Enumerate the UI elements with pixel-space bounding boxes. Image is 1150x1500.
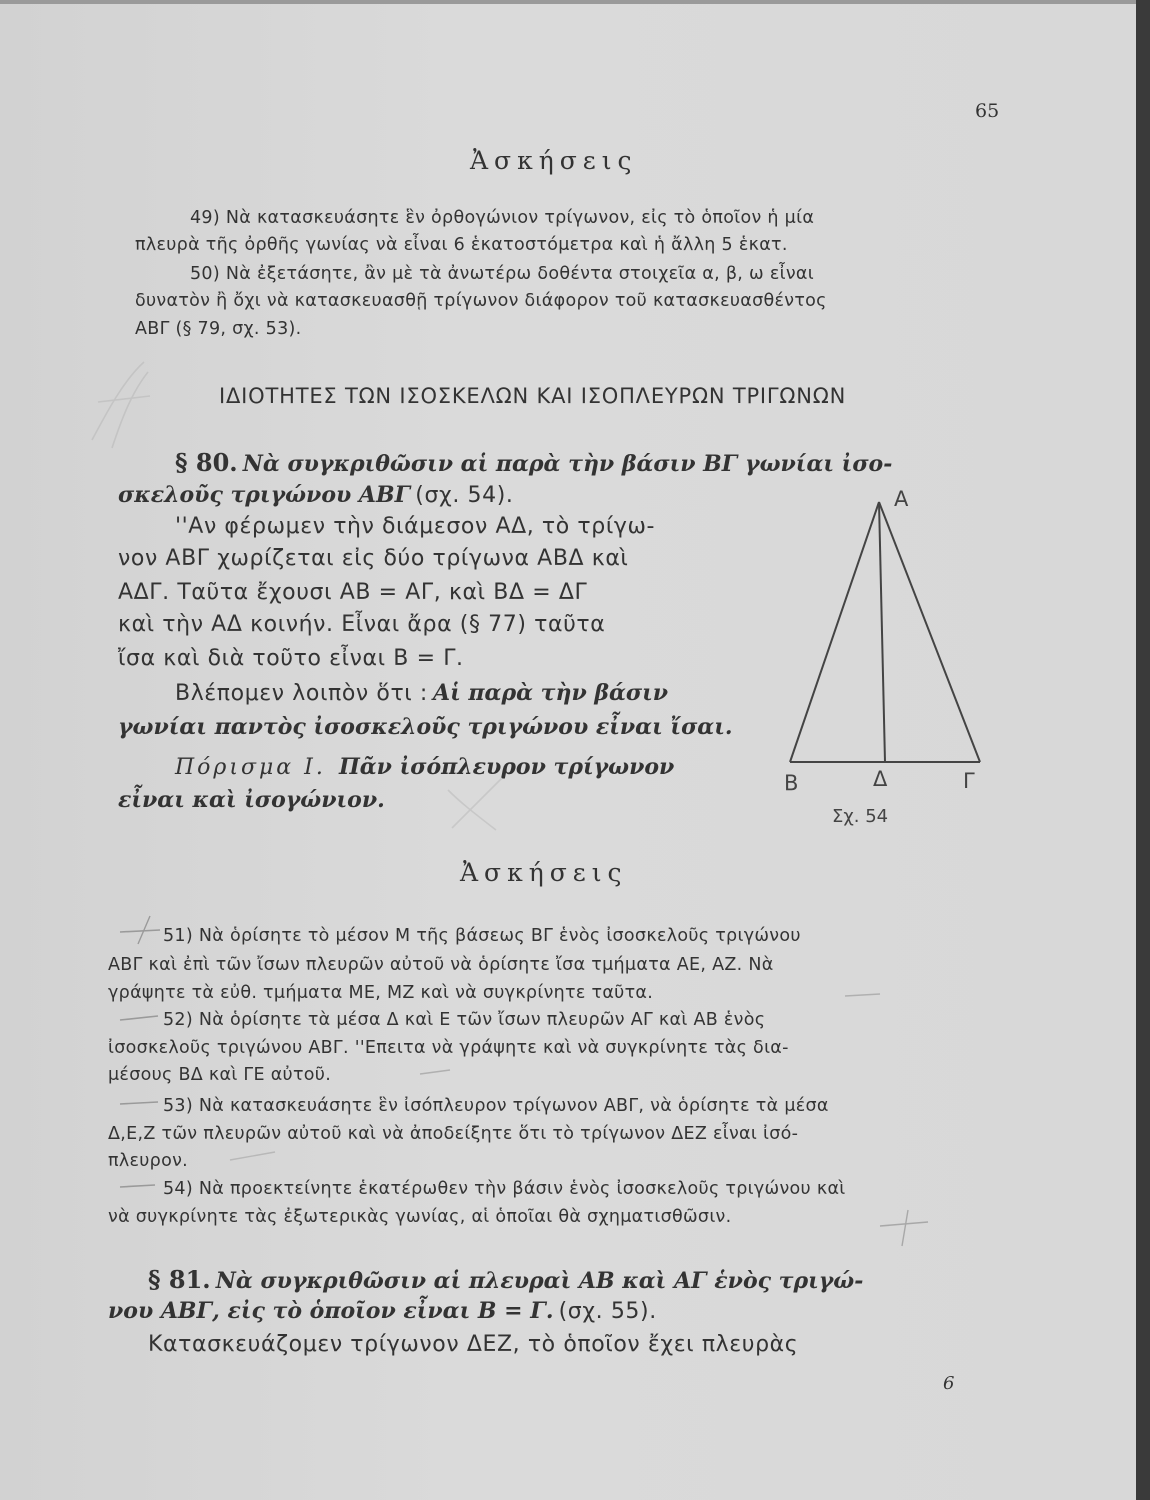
corollary-label: Πόρισμα Ι. <box>175 755 326 780</box>
vertex-B-label: Β <box>784 771 799 795</box>
pencil-dash <box>120 1185 155 1187</box>
exercise-54-line-1: 54) Νὰ προεκτείνητε ἑκατέρωθεν τὴν βάσιν ἑνὸς ἰσοσκελοῦς τριγώνου καὶ <box>163 1179 846 1199</box>
exercise-50-line-3: ΑΒΓ (§ 79, σχ. 53). <box>135 319 302 339</box>
exercise-53-line-1: 53) Νὰ κατασκευάσητε ἓν ἰσόπλευρον τρίγωνον ΑΒΓ, νὰ ὁρίσητε τὰ μέσα <box>163 1096 829 1116</box>
exercises-heading: Ἀσκήσεις <box>470 146 638 175</box>
pencil-dash <box>120 1016 158 1020</box>
pencil-dash <box>420 1070 450 1074</box>
page-number: 65 <box>975 100 1000 122</box>
exercise-53-line-2: Δ,Ε,Ζ τῶν πλευρῶν αὐτοῦ καὶ νὰ ἀποδείξητε ὅτι τὸ τρίγωνον ΔΕΖ εἶναι ἰσό- <box>108 1124 799 1144</box>
pencil-stroke <box>452 778 502 828</box>
vertex-A-label: Α <box>894 487 909 511</box>
exercise-52-line-1: 52) Νὰ ὁρίσητε τὰ μέσα Δ καὶ Ε τῶν ἴσων πλευρῶν ΑΓ καὶ ΑΒ ἑνὸς <box>163 1010 766 1030</box>
section-80-conclusion-line-2: γωνίαι παντὸς ἰσοσκελοῦς τριγώνου εἶναι ἴσαι. <box>118 714 733 740</box>
section-80-body-line-1: ''Αν φέρωμεν τὴν διάμεσον ΑΔ, τὸ τρίγω- <box>175 514 656 539</box>
section-80-body-line-4: καὶ τὴν ΑΔ κοινήν. Εἶναι ἄρα (§ 77) ταῦτα <box>118 612 606 637</box>
section-81-figure-ref: (σχ. 55). <box>558 1299 657 1324</box>
pencil-stroke <box>112 372 148 448</box>
conclusion-text: Αἱ παρὰ τὴν βάσιν <box>433 680 669 706</box>
section-80-figure-ref: (σχ. 54). <box>415 483 514 508</box>
pencil-dash <box>902 1210 908 1246</box>
section-80-body-line-2: νον ΑΒΓ χωρίζεται εἰς δύο τρίγωνα ΑΒΔ καὶ <box>118 546 629 571</box>
exercise-54-line-2: νὰ συγκρίνητε τὰς ἐξωτερικὰς γωνίας, αἱ ὁποῖαι θὰ σχηματισθῶσιν. <box>108 1207 732 1227</box>
figure-caption: Σχ. 54 <box>832 806 889 827</box>
section-80-number: § 80. <box>175 448 238 477</box>
corollary-line-2: εἶναι καὶ ἰσογώνιον. <box>118 787 385 813</box>
exercise-49-line-2: πλευρὰ τῆς ὀρθῆς γωνίας νὰ εἶναι 6 ἑκατοστόμετρα καὶ ἡ ἄλλη 5 ἑκατ. <box>135 235 788 255</box>
section-80-title-text: Νὰ συγκριθῶσιν αἱ παρὰ τὴν βάσιν ΒΓ γωνίαι ἰσο- <box>242 451 893 477</box>
point-D-label: Δ <box>873 767 888 791</box>
conclusion-lead: Βλέπομεν λοιπὸν ὅτι : <box>175 681 428 706</box>
signature-mark: 6 <box>943 1373 955 1394</box>
section-81-title-text: Νὰ συγκριθῶσιν αἱ πλευραὶ ΑΒ καὶ ΑΓ ἑνὸς τριγώ- <box>215 1268 864 1294</box>
exercise-50-line-2: δυνατὸν ἢ ὄχι νὰ κατασκευασθῇ τρίγωνον διάφορον τοῦ κατασκευασθέντος <box>135 291 827 311</box>
exercise-51-line-1: 51) Νὰ ὁρίσητε τὸ μέσον Μ τῆς βάσεως ΒΓ ἑνὸς ἰσοσκελοῦς τριγώνου <box>163 926 801 946</box>
section-81-number: § 81. <box>148 1265 211 1294</box>
exercise-52-line-3: μέσους ΒΔ καὶ ΓΕ αὐτοῦ. <box>108 1065 332 1085</box>
exercise-49-line-1: 49) Νὰ κατασκευάσητε ἓν ὀρθογώνιον τρίγωνον, εἰς τὸ ὁποῖον ἡ μία <box>190 208 815 228</box>
exercise-51-line-2: ΑΒΓ καὶ ἐπὶ τῶν ἴσων πλευρῶν αὐτοῦ νὰ ὁρίσητε ἴσα τμήματα ΑΕ, ΑΖ. Νὰ <box>108 955 774 975</box>
exercises-heading-2: Ἀσκήσεις <box>460 858 628 887</box>
vertex-G-label: Γ <box>963 769 975 793</box>
exercise-50-line-1: 50) Νὰ ἐξετάσητε, ἂν μὲ τὰ ἀνωτέρω δοθέντα στοιχεῖα α, β, ω εἶναι <box>190 264 814 284</box>
section-80-title-text-2: σκελοῦς τριγώνου ΑΒΓ <box>118 482 411 508</box>
pencil-dash <box>845 994 880 996</box>
pencil-dash <box>880 1222 928 1226</box>
section-81-body-line-1: Κατασκευάζομεν τρίγωνον ΔΕΖ, τὸ ὁποῖον ἔχει πλευρὰς <box>148 1332 799 1357</box>
exercise-51-line-3: γράψητε τὰ εὐθ. τμήματα ΜΕ, ΜΖ καὶ νὰ συγκρίνητε ταῦτα. <box>108 983 654 1003</box>
exercise-52-line-2: ἰσοσκελοῦς τριγώνου ΑΒΓ. ''Επειτα νὰ γράψητε καὶ νὰ συγκρίνητε τὰς δια- <box>108 1038 789 1058</box>
section-title: ΙΔΙΟΤΗΤΕΣ ΤΩΝ ΙΣΟΣΚΕΛΩΝ ΚΑΙ ΙΣΟΠΛΕΥΡΩΝ ΤΡΙΓΩΝΩΝ <box>219 384 847 408</box>
section-80-body-line-5: ἴσα καὶ διὰ τοῦτο εἶναι Β = Γ. <box>118 646 464 671</box>
section-80-body-line-3: ΑΔΓ. Ταῦτα ἔχουσι ΑΒ = ΑΓ, καὶ ΒΔ = ΔΓ <box>118 580 588 605</box>
pencil-stroke <box>98 396 150 402</box>
pencil-dash <box>230 1152 275 1160</box>
corollary-text: Πᾶν ἰσόπλευρον τρίγωνον <box>338 754 675 780</box>
pencil-dash <box>120 930 160 932</box>
section-81-title-text-2: νου ΑΒΓ, εἰς τὸ ὁποῖον εἶναι Β = Γ. <box>108 1298 554 1324</box>
exercise-53-line-3: πλευρον. <box>108 1151 189 1171</box>
pencil-dash <box>120 1102 158 1104</box>
